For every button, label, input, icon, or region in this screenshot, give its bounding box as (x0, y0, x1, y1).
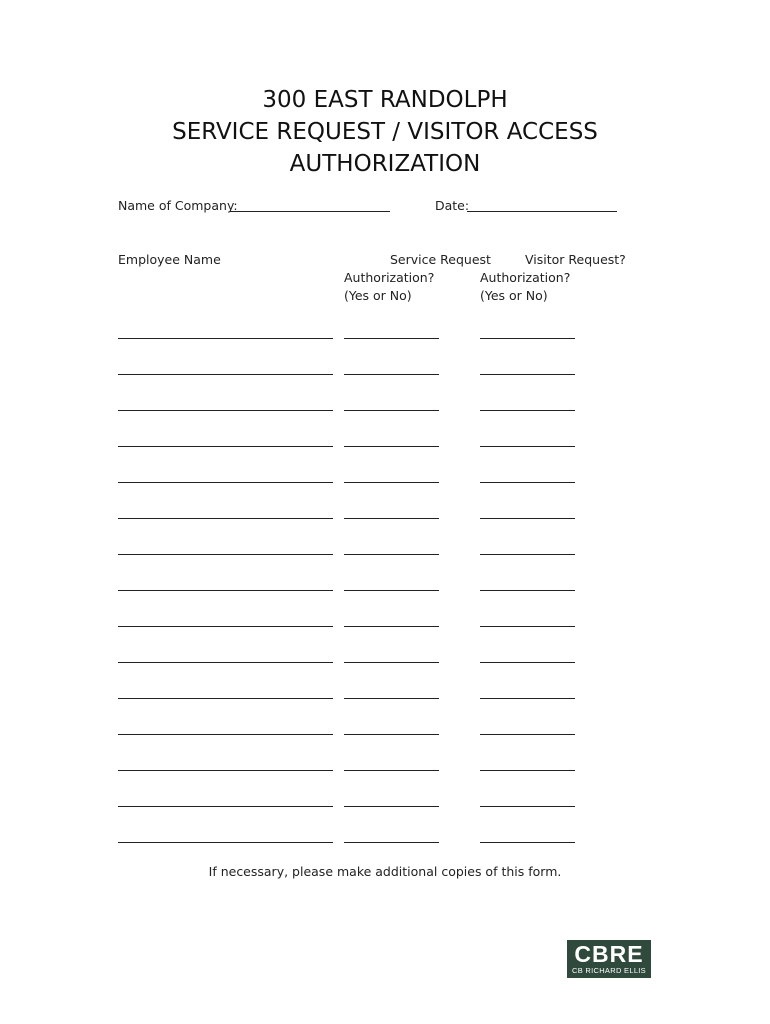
title-line-1: 300 EAST RANDOLPH (262, 87, 508, 113)
logo-sub-text: CB RICHARD ELLIS (572, 966, 646, 975)
service-authorization-line[interactable] (344, 770, 439, 771)
employee-name-line[interactable] (118, 590, 333, 591)
service-authorization-line[interactable] (344, 554, 439, 555)
employee-name-line[interactable] (118, 410, 333, 411)
visitor-authorization-line[interactable] (480, 482, 575, 483)
company-label: Name of Company: (118, 198, 238, 213)
service-authorization-line[interactable] (344, 734, 439, 735)
service-authorization-line[interactable] (344, 626, 439, 627)
employee-name-line[interactable] (118, 662, 333, 663)
employee-name-line[interactable] (118, 770, 333, 771)
service-authorization-line[interactable] (344, 662, 439, 663)
service-authorization-line[interactable] (344, 446, 439, 447)
employee-name-line[interactable] (118, 806, 333, 807)
cbre-logo (567, 940, 651, 978)
date-input-line[interactable] (467, 211, 617, 212)
title-line-2: SERVICE REQUEST / VISITOR ACCESS (172, 119, 598, 145)
visitor-authorization-line[interactable] (480, 806, 575, 807)
service-authorization-line[interactable] (344, 842, 439, 843)
visitor-authorization-line[interactable] (480, 410, 575, 411)
service-authorization-line[interactable] (344, 590, 439, 591)
visitor-authorization-line[interactable] (480, 518, 575, 519)
visitor-authorization-line[interactable] (480, 770, 575, 771)
visitor-yes-no-header: (Yes or No) (480, 288, 548, 303)
visitor-authorization-header: Authorization? (480, 270, 571, 285)
employee-name-line[interactable] (118, 626, 333, 627)
title-line-3: AUTHORIZATION (289, 151, 481, 177)
employee-name-line[interactable] (118, 518, 333, 519)
company-input-line[interactable] (230, 211, 390, 212)
employee-name-line[interactable] (118, 734, 333, 735)
service-authorization-line[interactable] (344, 518, 439, 519)
employee-name-line[interactable] (118, 338, 333, 339)
service-yes-no-header: (Yes or No) (344, 288, 412, 303)
employee-name-line[interactable] (118, 554, 333, 555)
employee-name-line[interactable] (118, 842, 333, 843)
visitor-authorization-line[interactable] (480, 734, 575, 735)
employee-name-line[interactable] (118, 374, 333, 375)
date-label: Date: (435, 198, 470, 213)
service-authorization-header: Authorization? (344, 270, 435, 285)
employee-name-line[interactable] (118, 698, 333, 699)
logo-main-text: CBRE (574, 941, 644, 967)
service-authorization-line[interactable] (344, 698, 439, 699)
employee-name-line[interactable] (118, 482, 333, 483)
visitor-authorization-line[interactable] (480, 662, 575, 663)
visitor-authorization-line[interactable] (480, 446, 575, 447)
visitor-request-header: Visitor Request? (525, 252, 626, 267)
service-authorization-line[interactable] (344, 410, 439, 411)
service-authorization-line[interactable] (344, 338, 439, 339)
employee-name-header: Employee Name (118, 252, 221, 267)
visitor-authorization-line[interactable] (480, 626, 575, 627)
service-authorization-line[interactable] (344, 374, 439, 375)
visitor-authorization-line[interactable] (480, 590, 575, 591)
employee-name-line[interactable] (118, 446, 333, 447)
service-request-header: Service Request (390, 252, 491, 267)
copies-note: If necessary, please make additional copies of this form. (208, 864, 562, 879)
visitor-authorization-line[interactable] (480, 842, 575, 843)
service-authorization-line[interactable] (344, 806, 439, 807)
visitor-authorization-line[interactable] (480, 338, 575, 339)
service-authorization-line[interactable] (344, 482, 439, 483)
visitor-authorization-line[interactable] (480, 374, 575, 375)
visitor-authorization-line[interactable] (480, 698, 575, 699)
visitor-authorization-line[interactable] (480, 554, 575, 555)
